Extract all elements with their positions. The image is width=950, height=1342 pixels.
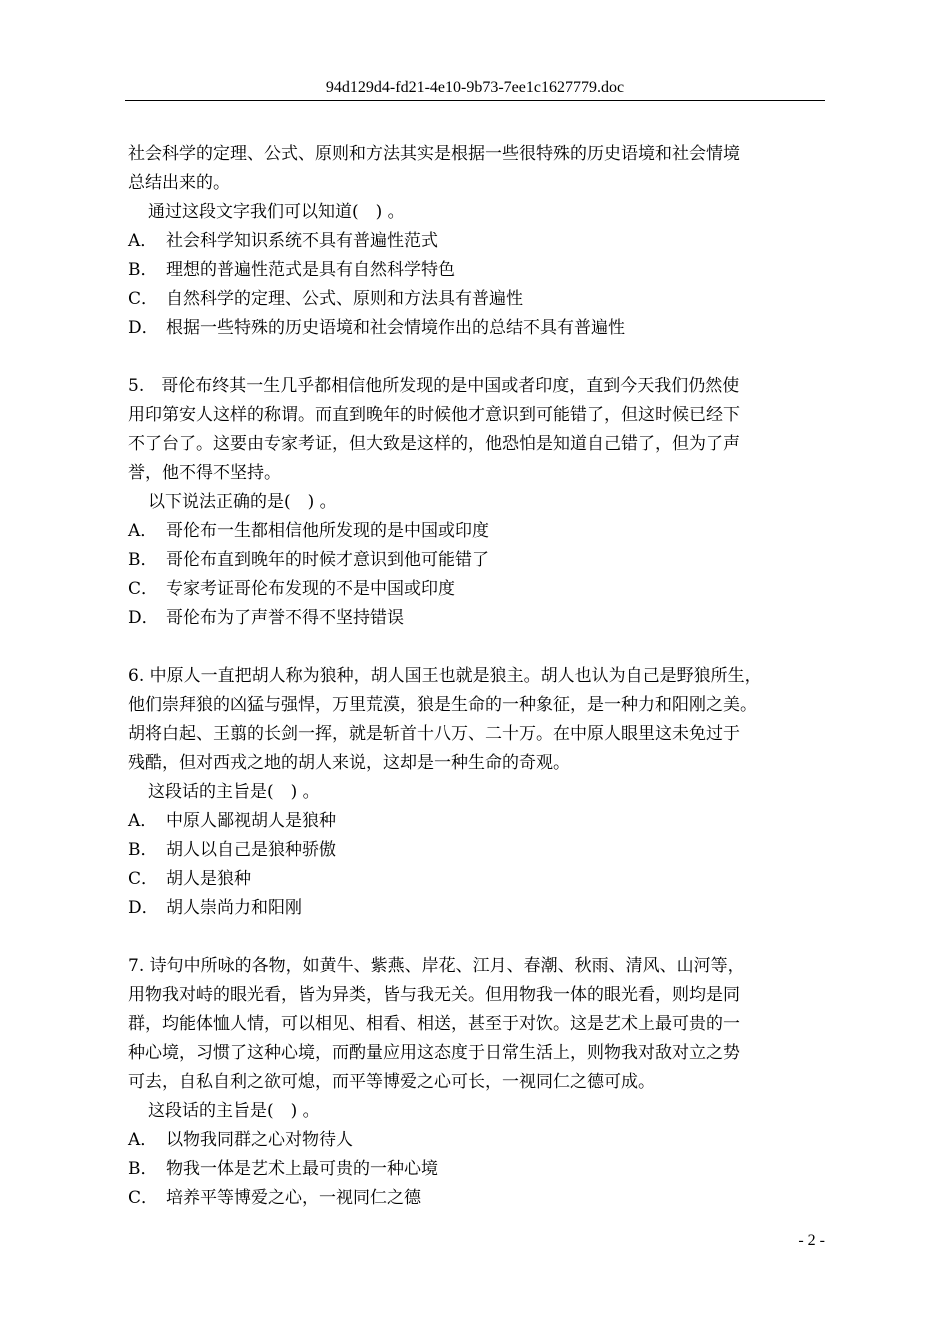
question-stem: 这段话的主旨是( ) 。 [148, 782, 320, 802]
option-letter: B． [128, 1159, 158, 1179]
option-a [128, 1126, 828, 1155]
spacer [128, 923, 828, 952]
option-letter: C． [128, 869, 159, 889]
option-a [128, 517, 828, 546]
question-block [128, 372, 828, 633]
option-text: 哥伦布直到晚年的时候才意识到他可能错了 [166, 550, 489, 570]
document-body [128, 140, 828, 1213]
page-number: - 2 - [798, 1232, 825, 1249]
question-block [128, 952, 828, 1213]
passage-line: 他们崇拜狼的凶猛与强悍，万里荒漠，狼是生命的一种象征，是一种力和阳刚之美。 [128, 695, 757, 715]
option-text: 专家考证哥伦布发现的不是中国或印度 [166, 579, 455, 599]
option-letter: A． [128, 231, 158, 251]
passage-line: 用物我对峙的眼光看，皆为异类，皆与我无关。但用物我一体的眼光看，则均是同 [128, 985, 740, 1005]
passage-line: 社会科学的定理、公式、原则和方法其实是根据一些很特殊的历史语境和社会情境 [128, 144, 740, 164]
option-text: 根据一些特殊的历史语境和社会情境作出的总结不具有普遍性 [166, 318, 625, 338]
option-text: 理想的普遍性范式是具有自然科学特色 [166, 260, 455, 280]
option-letter: D． [128, 898, 159, 918]
option-text: 以物我同群之心对物待人 [166, 1130, 353, 1150]
option-letter: A． [128, 1130, 158, 1150]
option-c [128, 575, 828, 604]
option-a [128, 807, 828, 836]
option-c [128, 865, 828, 894]
passage-line: 7. 诗句中所咏的各物，如黄牛、紫燕、岸花、江月、春潮、秋雨、清风、山河等， [128, 956, 745, 976]
question-block [128, 662, 828, 923]
passage-line: 6. 中原人一直把胡人称为狼种，胡人国王也就是狼主。胡人也认为自己是野狼所生， [128, 666, 762, 686]
option-letter: A． [128, 521, 158, 541]
option-b [128, 1155, 828, 1184]
option-text: 自然科学的定理、公式、原则和方法具有普遍性 [166, 289, 523, 309]
option-b [128, 836, 828, 865]
option-text: 胡人崇尚力和阳刚 [166, 898, 302, 918]
option-text: 物我一体是艺术上最可贵的一种心境 [166, 1159, 438, 1179]
passage-line: 不了台了。这要由专家考证，但大致是这样的，他恐怕是知道自己错了，但为了声 [128, 434, 740, 454]
passage-line: 总结出来的。 [128, 173, 230, 193]
option-letter: B． [128, 260, 158, 280]
option-d [128, 314, 828, 343]
option-text: 哥伦布一生都相信他所发现的是中国或印度 [166, 521, 489, 541]
option-b [128, 256, 828, 285]
option-text: 培养平等博爱之心，一视同仁之德 [166, 1188, 421, 1208]
option-d [128, 604, 828, 633]
option-c [128, 285, 828, 314]
question-block [128, 140, 828, 343]
header-filename: 94d129d4-fd21-4e10-9b73-7ee1c1627779.doc [325, 79, 625, 96]
option-b [128, 546, 828, 575]
question-stem: 这段话的主旨是( ) 。 [148, 1101, 320, 1121]
option-text: 胡人以自己是狼种骄傲 [166, 840, 336, 860]
option-text: 哥伦布为了声誉不得不坚持错误 [166, 608, 404, 628]
option-text: 中原人鄙视胡人是狼种 [166, 811, 336, 831]
passage-line: 种心境，习惯了这种心境，而酌量应用这态度于日常生活上，则物我对敌对立之势 [128, 1043, 740, 1063]
option-text: 胡人是狼种 [166, 869, 251, 889]
option-letter: B． [128, 840, 158, 860]
option-letter: B． [128, 550, 158, 570]
question-stem: 通过这段文字我们可以知道( ) 。 [148, 202, 405, 222]
option-c [128, 1184, 828, 1213]
option-letter: C． [128, 289, 159, 309]
passage-line: 残酷，但对西戎之地的胡人来说，这却是一种生命的奇观。 [128, 753, 570, 773]
option-letter: A． [128, 811, 158, 831]
spacer [128, 343, 828, 372]
option-letter: C． [128, 579, 159, 599]
passage-line: 可去，自私自利之欲可熄，而平等博爱之心可长，一视同仁之德可成。 [128, 1072, 655, 1092]
header-rule [125, 100, 825, 101]
passage-line: 5. 哥伦布终其一生几乎都相信他所发现的是中国或者印度，直到今天我们仍然使 [128, 376, 740, 396]
option-d [128, 894, 828, 923]
spacer [128, 633, 828, 662]
option-a [128, 227, 828, 256]
passage-line: 群，均能体恤人情，可以相见、相看、相送，甚至于对饮。这是艺术上最可贵的一 [128, 1014, 740, 1034]
option-letter: D． [128, 608, 159, 628]
question-stem: 以下说法正确的是( ) 。 [148, 492, 337, 512]
option-letter: D． [128, 318, 159, 338]
passage-line: 胡将白起、王翦的长剑一挥，就是斩首十八万、二十万。在中原人眼里这未免过于 [128, 724, 740, 744]
passage-line: 用印第安人这样的称谓。而直到晚年的时候他才意识到可能错了，但这时候已经下 [128, 405, 740, 425]
option-text: 社会科学知识系统不具有普遍性范式 [166, 231, 438, 251]
passage-line: 誉，他不得不坚持。 [128, 463, 281, 483]
option-letter: C． [128, 1188, 159, 1208]
